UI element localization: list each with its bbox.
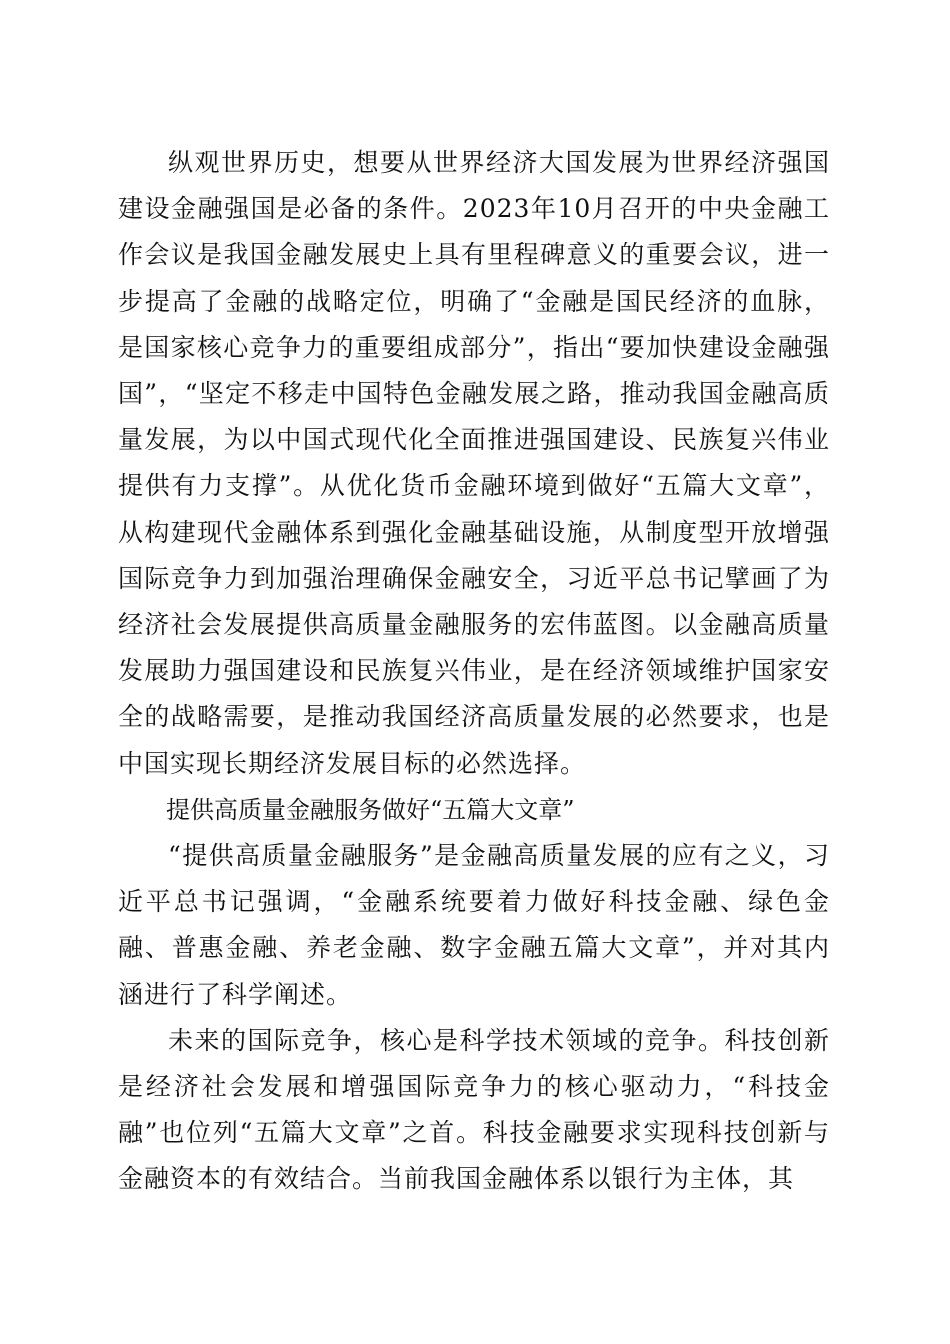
paragraph-intro: 纵观世界历史，想要从世界经济大国发展为世界经济强国建设金融强国是必备的条件。2023年10月召开的中央金融工作会议是我国金融发展史上具有里程碑意义的重要会议，进一步提高了金融的战略定位，明确了“金融是国民经济的血脉，是国家核心竞争力的重要组成部分”，指出“要加快建设金融强国”，“坚定不移走中国特色金融发展之路，推动我国金融高质量发展，为以中国式现代化全面推进强国建设、民族复兴伟业提供有力支撑”。从优化货币金融环境到做好“五篇大文章”，从构建现代金融体系到强化金融基础设施，从制度型开放增强国际竞争力到加强治理确保金融安全，习近平总书记擘画了为经济社会发展提供高质量金融服务的宏伟蓝图。以金融高质量发展助力强国建设和民族复兴伟业，是在经济领域维护国家安全的战略需要，是推动我国经济高质量发展的必然要求，也是中国实现长期经济发展目标的必然选择。: [118, 148, 830, 778]
section-heading: 提供高质量金融服务做好“五篇大文章”: [166, 795, 575, 824]
paragraph-tech-finance: 未来的国际竞争，核心是科学技术领域的竞争。科技创新是经济社会发展和增强国际竞争力的核心驱动力，“科技金融”也位列“五篇大文章”之首。科技金融要求实现科技创新与金融资本的有效结合。当前我国金融体系以银行为主体，其: [118, 1025, 830, 1194]
document-body: [118, 140, 830, 1203]
paragraph-financial-services: “提供高质量金融服务”是金融高质量发展的应有之义，习近平总书记强调，“金融系统要着力做好科技金融、绿色金融、普惠金融、养老金融、数字金融五篇大文章”，并对其内涵进行了科学阐述。: [118, 841, 830, 1009]
